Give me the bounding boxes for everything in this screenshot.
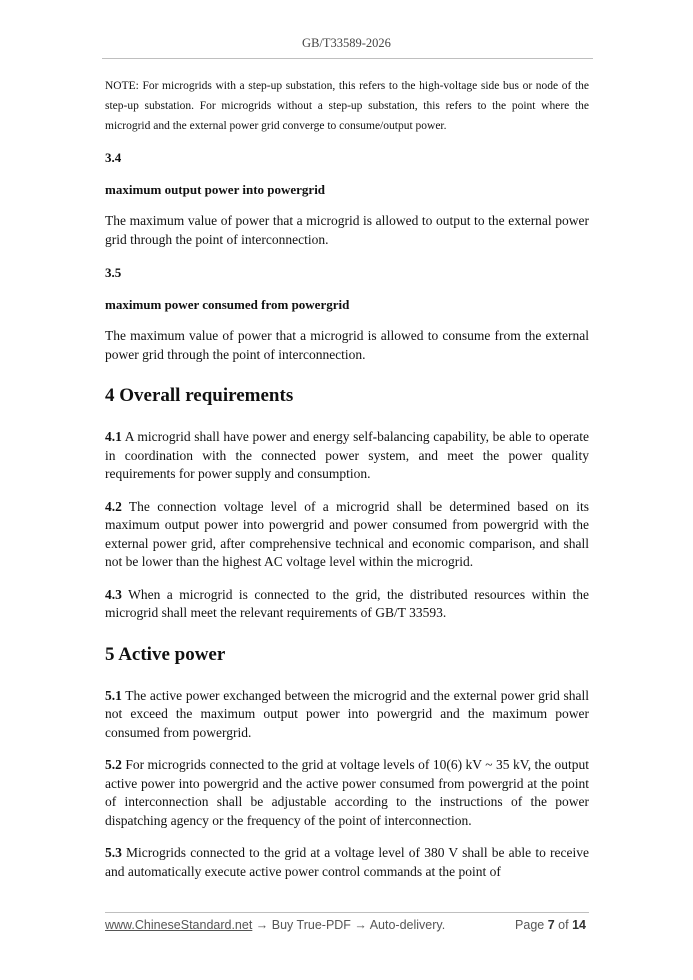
clause-text: The connection voltage level of a microgrid shall be determined based on its maximum output power into powergrid and power consumed from powergrid with the external power grid, after comprehensive technical and economic comparison, and shall not be lower than the highest AC voltage level within the microgrid. — [105, 498, 589, 569]
clause-number: 5.2 — [105, 757, 122, 772]
page-of: of — [558, 918, 569, 932]
clause — [105, 498, 589, 572]
clause-number: 5.1 — [105, 687, 122, 703]
clause — [105, 844, 589, 881]
clause-number: 5.3 — [105, 845, 122, 860]
term-name: maximum output power into powergrid — [105, 182, 326, 197]
term-definition: The maximum value of power that a microgrid is allowed to consume from the external power grid through the point of interconnection. — [105, 328, 589, 362]
clause — [105, 756, 589, 830]
clause-text: For microgrids connected to the grid at voltage levels of 10(6) kV ~ 35 kV, the output active power into powergrid and the active power consumed from powergrid at the point of interconnection shall be adjustable according to the instructions of the power dispatching agency or the frequency of the point of interconnection. — [105, 757, 589, 828]
clause-text: When a microgrid is connected to the grid, the distributed resources within the microgrid shall meet the relevant requirements of GB/T 33593. — [105, 586, 589, 620]
page-indicator — [515, 918, 586, 932]
header-rule — [102, 58, 593, 59]
clause-text: A microgrid shall have power and energy self-balancing capability, be able to operate in coordination with the connected power system, and meet the power quality requirements for power supply and consumption. — [105, 429, 589, 481]
footer-rule — [105, 912, 589, 913]
page-label: Page — [515, 918, 545, 932]
term-name: maximum power consumed from powergrid — [105, 297, 350, 312]
clause — [105, 428, 589, 484]
term-number: 3.4 — [105, 150, 122, 165]
promo-text: → Buy True-PDF → Auto-delivery. — [252, 918, 446, 932]
section-heading: 5 Active power — [105, 643, 226, 665]
clause-number: 4.1 — [105, 429, 122, 444]
page-content — [105, 76, 589, 881]
page-total: 14 — [572, 918, 586, 932]
clause — [105, 586, 589, 623]
page-current: 7 — [547, 918, 555, 932]
note-text: NOTE: For microgrids with a step-up substation, this refers to the high-voltage side bus or node of the step-up substation. For microgrids without a step-up substation, this refers to the point where the microgrid and the external power grid converge to consume/output power. — [105, 80, 589, 132]
term-definition: The maximum value of power that a microgrid is allowed to output to the external power grid through the point of interconnection. — [105, 213, 589, 247]
term-number: 3.5 — [105, 265, 122, 280]
clause — [105, 687, 589, 743]
clause-text: Microgrids connected to the grid at a voltage level of 380 V shall be able to receive and automatically execute active power control commands at the point of — [105, 845, 589, 879]
site-link[interactable]: www.ChineseStandard.net — [105, 918, 253, 932]
footer-promo — [105, 918, 445, 932]
section-heading: 4 Overall requirements — [105, 385, 294, 406]
clause-number: 4.2 — [105, 498, 122, 514]
document-id-header: GB/T33589-2026 — [302, 36, 391, 50]
clause-number: 4.3 — [105, 586, 122, 602]
clause-text: The active power exchanged between the microgrid and the external power grid shall not exceed the maximum output power into powergrid and the maximum power consumed from powergrid. — [105, 687, 589, 740]
